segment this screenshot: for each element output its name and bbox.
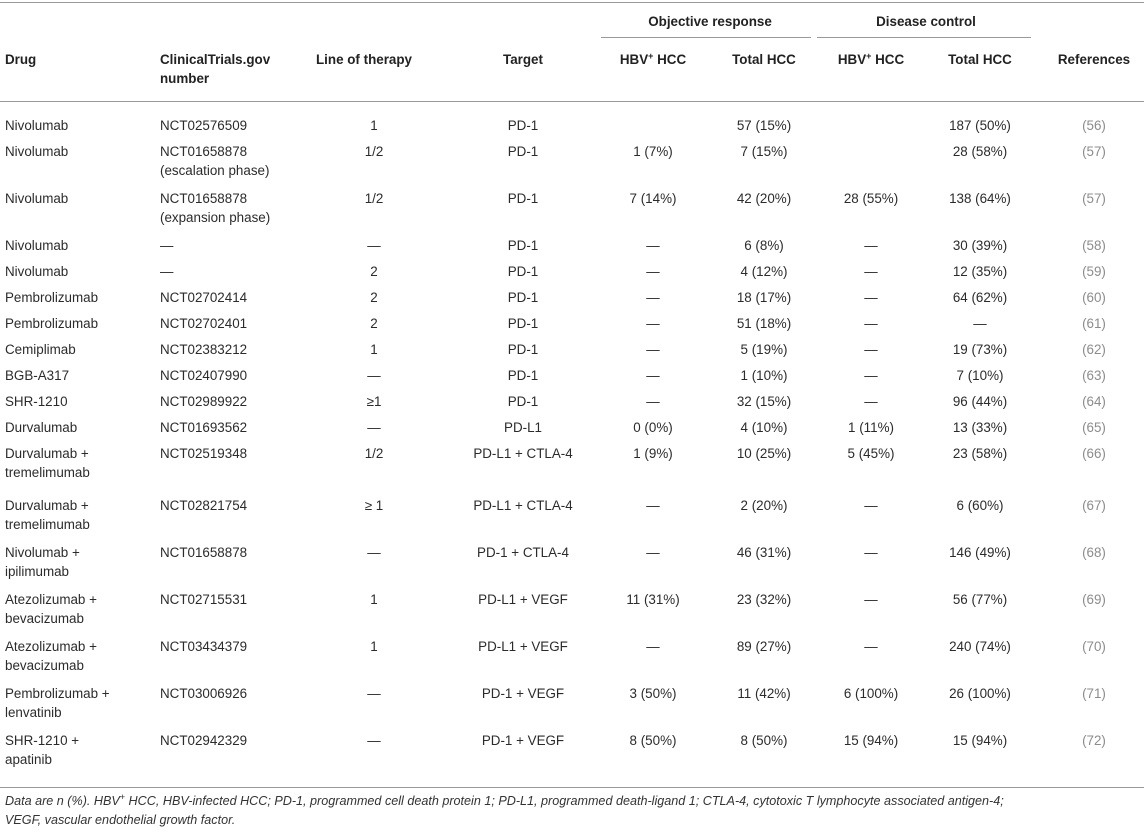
cell-dc-total-hcc: 56 (77%) [952, 592, 1008, 607]
cell-drug: Atezolizumab + bevacizumab [5, 592, 97, 626]
cell-or-hbv-hcc: — [646, 545, 660, 560]
cell-line-of-therapy: — [367, 686, 381, 701]
cell-or-total-hcc: 8 (50%) [740, 733, 788, 748]
cell-target: PD-L1 + CTLA-4 [473, 446, 573, 461]
cell-drug: Nivolumab + ipilimumab [5, 545, 80, 579]
cell-reference[interactable]: (67) [1082, 498, 1106, 513]
cell-dc-total-hcc: 96 (44%) [952, 394, 1008, 409]
cell-or-total-hcc: 51 (18%) [736, 316, 792, 331]
cell-target: PD-1 [507, 238, 539, 253]
cell-or-total-hcc: 89 (27%) [736, 639, 792, 654]
cell-or-hbv-hcc: 11 (31%) [626, 592, 680, 607]
cell-trial-number: NCT02715531 [160, 592, 248, 607]
cell-line-of-therapy: ≥ 1 [364, 498, 384, 513]
cell-trial-number: NCT02702414 [160, 290, 248, 305]
cell-reference[interactable]: (60) [1082, 290, 1106, 305]
cell-trial-number: NCT03434379 [160, 639, 248, 654]
cell-or-hbv-hcc: — [646, 238, 660, 253]
cell-target: PD-1 + VEGF [481, 733, 565, 748]
cell-dc-hbv-hcc: 6 (100%) [843, 686, 899, 701]
header-target: Target [503, 52, 543, 67]
cell-reference[interactable]: (66) [1082, 446, 1106, 461]
cell-dc-total-hcc: 23 (58%) [952, 446, 1008, 461]
cell-target: PD-1 [507, 290, 539, 305]
cell-reference[interactable]: (69) [1082, 592, 1106, 607]
cell-line-of-therapy: 1/2 [364, 446, 384, 461]
cell-dc-hbv-hcc: 1 (11%) [848, 420, 894, 435]
header-references: References [1057, 52, 1131, 67]
cell-trial-number: NCT02576509 [160, 118, 248, 133]
cell-drug: Pembrolizumab + lenvatinib [5, 686, 110, 720]
cell-drug: Nivolumab [5, 118, 69, 133]
cell-dc-hbv-hcc: — [864, 342, 878, 357]
cell-target: PD-1 [507, 118, 539, 133]
header-line-of-therapy: Line of therapy [316, 52, 412, 67]
cell-trial-number: NCT02519348 [160, 446, 248, 461]
cell-drug: Nivolumab [5, 144, 69, 159]
cell-dc-total-hcc: 6 (60%) [956, 498, 1004, 513]
cell-or-total-hcc: 57 (15%) [736, 118, 792, 133]
header-rule [0, 101, 1144, 102]
cell-line-of-therapy: — [367, 733, 381, 748]
cell-dc-total-hcc: 13 (33%) [952, 420, 1008, 435]
cell-dc-hbv-hcc: — [864, 238, 878, 253]
header-trial-number: ClinicalTrials.gov number [160, 52, 271, 86]
cell-dc-hbv-hcc: 5 (45%) [847, 446, 895, 461]
cell-line-of-therapy: 1/2 [364, 144, 384, 159]
cell-drug: Durvalumab + tremelimumab [5, 446, 90, 480]
cell-dc-hbv-hcc: — [864, 498, 878, 513]
cell-target: PD-L1 [504, 420, 542, 435]
cell-trial-number: NCT02383212 [160, 342, 248, 357]
cell-or-hbv-hcc: 8 (50%) [629, 733, 677, 748]
cell-drug: Nivolumab [5, 238, 69, 253]
cell-line-of-therapy: — [367, 545, 381, 560]
cell-line-of-therapy: — [367, 368, 381, 383]
cell-line-of-therapy: 1 [370, 639, 378, 654]
cell-or-hbv-hcc: — [646, 316, 660, 331]
cell-or-hbv-hcc: — [646, 368, 660, 383]
cell-dc-total-hcc: 28 (58%) [952, 144, 1008, 159]
cell-reference[interactable]: (57) [1082, 144, 1106, 159]
cell-or-total-hcc: 46 (31%) [736, 545, 792, 560]
cell-reference[interactable]: (70) [1082, 639, 1106, 654]
cell-drug: SHR-1210 + apatinib [5, 733, 80, 767]
header-group-objective-response: Objective response [648, 14, 772, 29]
cell-reference[interactable]: (59) [1082, 264, 1106, 279]
cell-target: PD-1 [507, 191, 539, 206]
cell-target: PD-1 [507, 144, 539, 159]
cell-dc-total-hcc: 240 (74%) [949, 639, 1011, 654]
cell-trial-number: NCT02989922 [160, 394, 248, 409]
cell-line-of-therapy: 1 [370, 592, 378, 607]
cell-reference[interactable]: (65) [1082, 420, 1106, 435]
cell-or-hbv-hcc: — [646, 394, 660, 409]
cell-reference[interactable]: (56) [1082, 118, 1106, 133]
cell-trial-number: — [160, 264, 174, 279]
cell-dc-hbv-hcc: — [864, 368, 878, 383]
cell-drug: Nivolumab [5, 191, 69, 206]
cell-dc-total-hcc: 19 (73%) [952, 342, 1008, 357]
cell-target: PD-1 + VEGF [481, 686, 565, 701]
cell-or-hbv-hcc: 0 (0%) [633, 420, 673, 435]
cell-dc-total-hcc: 12 (35%) [952, 264, 1008, 279]
cell-line-of-therapy: ≥1 [366, 394, 382, 409]
cell-trial-number: NCT01693562 [160, 420, 248, 435]
cell-dc-hbv-hcc: — [864, 592, 878, 607]
cell-line-of-therapy: 1/2 [364, 191, 384, 206]
cell-trial-number: NCT03006926 [160, 686, 248, 701]
cell-dc-total-hcc: 187 (50%) [949, 118, 1011, 133]
cell-trial-number: NCT01658878 (escalation phase) [160, 144, 270, 178]
cell-or-total-hcc: 10 (25%) [736, 446, 792, 461]
group-underline-objective [601, 37, 811, 38]
cell-or-hbv-hcc: 7 (14%) [629, 191, 677, 206]
cell-or-hbv-hcc: — [646, 342, 660, 357]
table-footnote: Data are n (%). HBV+ HCC, HBV-infected HCC; PD-1, programmed cell death protein 1; PD-L1, programmed death-ligand 1; CTLA-4, cytotoxic T lymphocyte associated antigen-4; VEGF, vascular endothelial growth factor. [5, 792, 1004, 827]
cell-dc-total-hcc: 26 (100%) [949, 686, 1011, 701]
cell-dc-total-hcc: 30 (39%) [952, 238, 1008, 253]
cell-or-hbv-hcc: — [646, 498, 660, 513]
cell-dc-total-hcc: — [973, 316, 987, 331]
cell-target: PD-L1 + CTLA-4 [473, 498, 573, 513]
cell-or-hbv-hcc: 1 (7%) [633, 144, 673, 159]
cell-trial-number: NCT01658878 (expansion phase) [160, 191, 271, 225]
cell-reference[interactable]: (58) [1082, 238, 1106, 253]
table-bottom-rule [0, 787, 1144, 788]
cell-reference[interactable]: (64) [1082, 394, 1106, 409]
cell-or-total-hcc: 32 (15%) [736, 394, 792, 409]
cell-dc-total-hcc: 7 (10%) [956, 368, 1004, 383]
header-group-disease-control: Disease control [876, 14, 976, 29]
cell-reference[interactable]: (72) [1082, 733, 1106, 748]
cell-or-total-hcc: 6 (8%) [744, 238, 784, 253]
cell-dc-hbv-hcc: — [864, 264, 878, 279]
cell-target: PD-1 [507, 264, 539, 279]
cell-or-total-hcc: 1 (10%) [740, 368, 788, 383]
cell-target: PD-L1 + VEGF [478, 639, 568, 654]
cell-dc-hbv-hcc: — [864, 639, 878, 654]
header-dc-hbv-hcc: HBV+ HCC [837, 51, 905, 67]
cell-drug: Nivolumab [5, 264, 69, 279]
cell-reference[interactable]: (57) [1082, 191, 1106, 206]
cell-drug: Durvalumab [5, 420, 78, 435]
cell-or-hbv-hcc: — [646, 264, 660, 279]
cell-drug: Cemiplimab [5, 342, 76, 357]
cell-or-total-hcc: 5 (19%) [740, 342, 788, 357]
cell-or-total-hcc: 11 (42%) [737, 686, 791, 701]
header-or-hbv-hcc: HBV+ HCC [619, 51, 687, 67]
cell-drug: Durvalumab + tremelimumab [5, 498, 90, 532]
cell-or-hbv-hcc: — [646, 290, 660, 305]
cell-line-of-therapy: 2 [370, 264, 378, 279]
cell-trial-number: NCT02942329 [160, 733, 248, 748]
cell-line-of-therapy: — [367, 420, 381, 435]
cell-line-of-therapy: 2 [370, 290, 378, 305]
cell-target: PD-1 [507, 316, 539, 331]
cell-trial-number: — [160, 238, 174, 253]
cell-drug: Atezolizumab + bevacizumab [5, 639, 97, 673]
cell-dc-total-hcc: 64 (62%) [952, 290, 1008, 305]
cell-target: PD-1 [507, 342, 539, 357]
cell-reference[interactable]: (62) [1082, 342, 1106, 357]
cell-line-of-therapy: — [367, 238, 381, 253]
cell-or-total-hcc: 2 (20%) [740, 498, 788, 513]
header-or-total-hcc: Total HCC [732, 52, 796, 67]
cell-or-total-hcc: 18 (17%) [736, 290, 792, 305]
cell-trial-number: NCT02407990 [160, 368, 248, 383]
cell-target: PD-1 + CTLA-4 [477, 545, 569, 560]
cell-or-total-hcc: 42 (20%) [736, 191, 792, 206]
cell-dc-total-hcc: 146 (49%) [949, 545, 1011, 560]
header-dc-total-hcc: Total HCC [948, 52, 1012, 67]
cell-dc-total-hcc: 15 (94%) [952, 733, 1008, 748]
cell-trial-number: NCT01658878 [160, 545, 248, 560]
header-drug: Drug [5, 52, 37, 67]
cell-reference[interactable]: (61) [1082, 316, 1106, 331]
cell-drug: SHR-1210 [5, 394, 68, 409]
cell-drug: BGB-A317 [5, 368, 70, 383]
cell-line-of-therapy: 1 [370, 342, 378, 357]
cell-or-total-hcc: 4 (10%) [740, 420, 788, 435]
cell-dc-hbv-hcc: — [864, 316, 878, 331]
cell-trial-number: NCT02702401 [160, 316, 248, 331]
cell-dc-hbv-hcc: — [864, 545, 878, 560]
cell-or-total-hcc: 7 (15%) [740, 144, 788, 159]
cell-drug: Pembrolizumab [5, 290, 99, 305]
cell-reference[interactable]: (68) [1082, 545, 1106, 560]
cell-dc-hbv-hcc: — [864, 394, 878, 409]
cell-or-total-hcc: 23 (32%) [736, 592, 792, 607]
cell-or-hbv-hcc: 1 (9%) [633, 446, 673, 461]
cell-or-total-hcc: 4 (12%) [740, 264, 788, 279]
cell-or-hbv-hcc: — [646, 639, 660, 654]
cell-trial-number: NCT02821754 [160, 498, 248, 513]
cell-dc-hbv-hcc: — [864, 290, 878, 305]
cell-target: PD-L1 + VEGF [478, 592, 568, 607]
cell-line-of-therapy: 1 [370, 118, 378, 133]
cell-or-hbv-hcc: 3 (50%) [629, 686, 677, 701]
cell-dc-hbv-hcc: 15 (94%) [843, 733, 899, 748]
cell-dc-total-hcc: 138 (64%) [949, 191, 1011, 206]
cell-reference[interactable]: (71) [1082, 686, 1106, 701]
cell-drug: Pembrolizumab [5, 316, 99, 331]
cell-target: PD-1 [507, 368, 539, 383]
cell-reference[interactable]: (63) [1082, 368, 1106, 383]
table-top-rule [0, 2, 1144, 3]
group-underline-disease [817, 37, 1031, 38]
cell-target: PD-1 [507, 394, 539, 409]
cell-line-of-therapy: 2 [370, 316, 378, 331]
cell-dc-hbv-hcc: 28 (55%) [843, 191, 899, 206]
